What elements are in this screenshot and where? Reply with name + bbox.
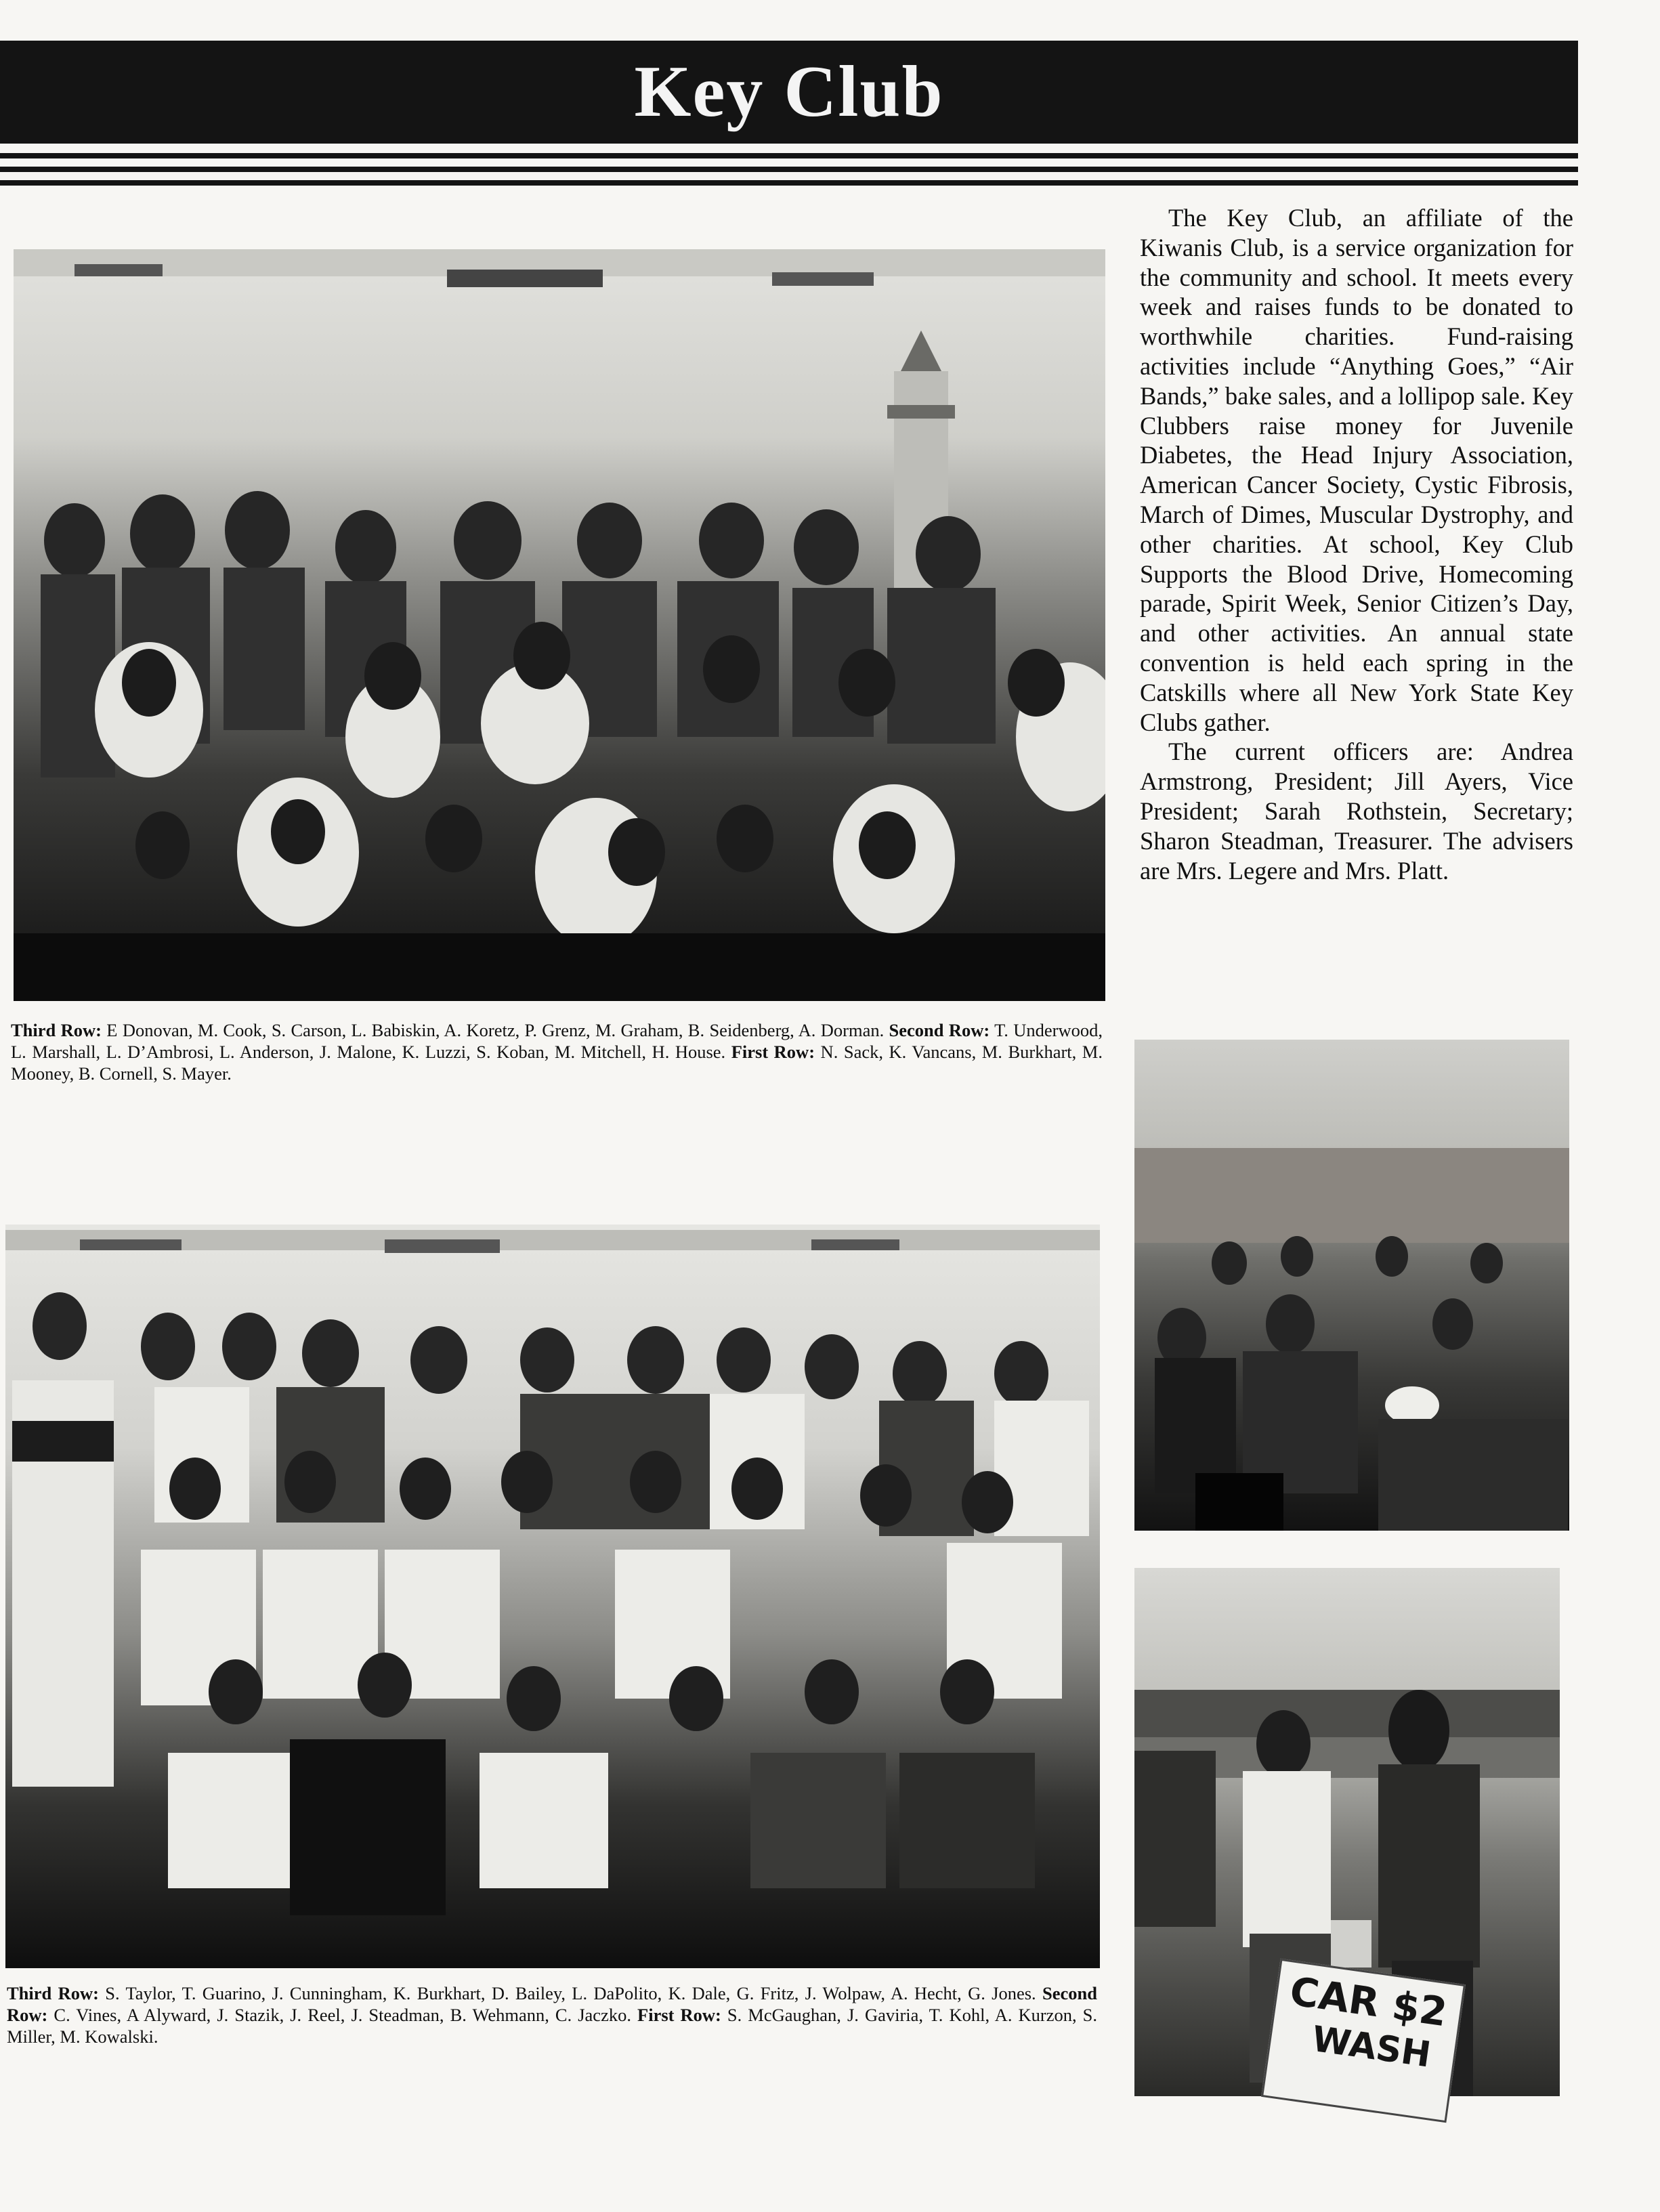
caption-row-names: T. Underwood, L. Marshall, L. D’Ambrosi, L. Anderson, J. Malone, K. Luzzi, S. Koban, M. Mitchell, H. House. — [11, 1020, 1103, 1062]
group-photo-bottom-art — [5, 1225, 1100, 1968]
header-bar — [0, 41, 1578, 144]
caption-bottom — [7, 1982, 1097, 2047]
caption-top — [11, 1019, 1103, 1084]
article-text — [1140, 203, 1573, 885]
caption-row-names: S. Taylor, T. Guarino, J. Cunningham, K. Burkhart, D. Bailey, L. DaPolito, K. Dale, G. Fritz, J. Wolpaw, A. Hecht, G. Jones. — [98, 1983, 1042, 2003]
caption-row-label: Third Row: — [7, 1983, 99, 2003]
meeting-photo — [1134, 1040, 1569, 1531]
article-paragraph: The current officers are: Andrea Armstrong, President; Jill Ayers, Vice President; Sarah Rothstein, Secretary; Sharon Steadman, Treasurer. The advisers are Mrs. Legere and Mrs. Platt. — [1140, 738, 1573, 885]
group-photo-top-art — [14, 249, 1105, 1001]
car-wash-sign — [1261, 1959, 1466, 2123]
car-wash-sign-line: CAR $2 — [1287, 1968, 1450, 2036]
caption-row-label: First Row: — [637, 2005, 721, 2025]
group-photo-top — [14, 249, 1105, 1001]
caption-row-names: C. Vines, A Alyward, J. Stazik, J. Reel, J. Steadman, B. Wehmann, C. Jaczko. — [47, 2005, 638, 2025]
caption-row-label: Third Row: — [11, 1020, 102, 1040]
caption-row-names: E Donovan, M. Cook, S. Carson, L. Babiskin, A. Koretz, P. Grenz, M. Graham, B. Seidenberg, A. Dorman. — [101, 1020, 889, 1040]
meeting-photo-art — [1134, 1040, 1569, 1531]
caption-row-names: S. McGaughan, J. Gaviria, T. Kohl, A. Kurzon, S. Miller, M. Kowalski. — [7, 2005, 1097, 2047]
caption-row-label: Second Row: — [7, 1983, 1097, 2025]
caption-row-label: Second Row: — [889, 1020, 990, 1040]
header-rule — [0, 153, 1578, 158]
header-rule — [0, 167, 1578, 172]
article-paragraph: The Key Club, an affiliate of the Kiwanis Club, is a service organization for the community and school. It meets every week and raises funds to be donated to worthwhile charities. Fund-raising activities include “Anything Goes,” “Air Bands,” bake sales, and a lollipop sale. Key Clubbers raise money for Juvenile Diabetes, the Head Injury Association, American Cancer Society, Cystic Fibrosis, March of Dimes, Muscular Dystrophy, and other charities. At school, Key Club Supports the Blood Drive, Homecoming parade, Spirit Week, Senior Citizen’s Day, and other activities. An annual state convention is held each spring in the Catskills where all New York State Key Clubs gather. — [1140, 204, 1573, 736]
page-title: Key Club — [634, 51, 944, 132]
group-photo-bottom — [5, 1225, 1100, 1968]
header-rule — [0, 180, 1578, 186]
car-wash-sign-line: WASH — [1309, 2018, 1434, 2076]
caption-row-label: First Row: — [731, 1042, 815, 1062]
caption-row-names: N. Sack, K. Vancans, M. Burkhart, M. Mooney, B. Cornell, S. Mayer. — [11, 1042, 1103, 1084]
